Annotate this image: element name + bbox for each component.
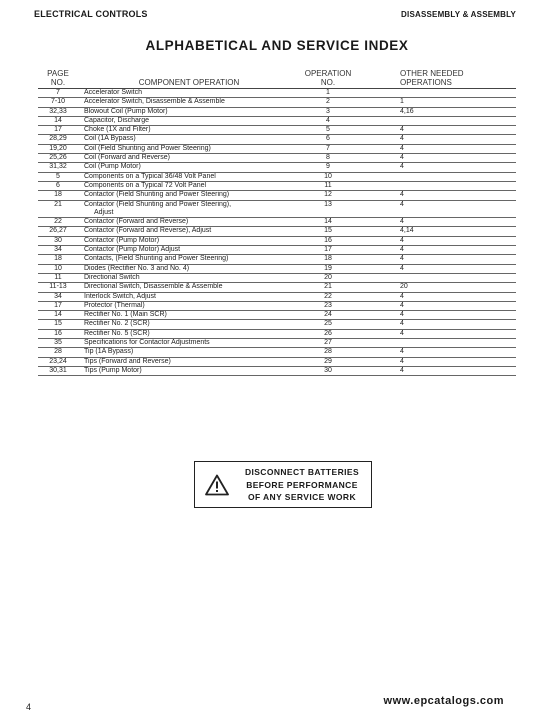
table-row — [38, 200, 516, 218]
cell-operation-no: 14 — [284, 218, 372, 227]
cell-component: Tips (Pump Motor) — [78, 366, 284, 375]
cell-page-no: 6 — [38, 181, 78, 190]
cell-other-operations: 1 — [372, 98, 516, 107]
cell-operation-no: 4 — [284, 116, 372, 125]
table-row — [38, 273, 516, 282]
header-chapter-title: DISASSEMBLY & ASSEMBLY — [401, 10, 516, 19]
cell-operation-no: 26 — [284, 329, 372, 338]
table-row — [38, 264, 516, 273]
cell-component — [78, 200, 284, 218]
cell-operation-no: 28 — [284, 348, 372, 357]
cell-page-no: 32,33 — [38, 107, 78, 116]
cell-page-no: 19,20 — [38, 144, 78, 153]
cell-component: Contactor (Field Shunting and Power Steering) — [78, 191, 284, 200]
page-title: ALPHABETICAL AND SERVICE INDEX — [145, 38, 409, 53]
cell-component: Diodes (Rectifier No. 3 and No. 4) — [78, 264, 284, 273]
cell-component: Rectifier No. 1 (Main SCR) — [78, 311, 284, 320]
cell-page-no: 14 — [38, 116, 78, 125]
table-row — [38, 89, 516, 98]
cell-other-operations: 4 — [372, 301, 516, 310]
cell-other-operations: 4 — [372, 255, 516, 264]
cell-component: Coil (Forward and Reverse) — [78, 154, 284, 163]
cell-operation-no: 5 — [284, 126, 372, 135]
warning-box — [194, 461, 372, 508]
cell-page-no: 7 — [38, 89, 78, 98]
cell-page-no: 31,32 — [38, 163, 78, 172]
cell-other-operations — [372, 181, 516, 190]
cell-page-no: 18 — [38, 255, 78, 264]
cell-operation-no: 1 — [284, 89, 372, 98]
cell-other-operations: 4 — [372, 348, 516, 357]
cell-operation-no: 25 — [284, 320, 372, 329]
cell-page-no: 23,24 — [38, 357, 78, 366]
cell-operation-no: 21 — [284, 283, 372, 292]
column-header-other: OTHER NEEDED OPERATIONS — [372, 69, 516, 89]
cell-component: Accelerator Switch, Disassemble & Assemble — [78, 98, 284, 107]
cell-operation-no: 24 — [284, 311, 372, 320]
cell-page-no: 25,26 — [38, 154, 78, 163]
table-row — [38, 357, 516, 366]
cell-component: Specifications for Contactor Adjustments — [78, 339, 284, 348]
cell-operation-no: 6 — [284, 135, 372, 144]
cell-other-operations: 4 — [372, 218, 516, 227]
cell-other-operations: 4 — [372, 126, 516, 135]
cell-component: Protector (Thermal) — [78, 301, 284, 310]
cell-page-no: 11-13 — [38, 283, 78, 292]
cell-component-line: Adjust — [94, 208, 114, 216]
table-row — [38, 348, 516, 357]
table-row — [38, 283, 516, 292]
cell-page-no: 35 — [38, 339, 78, 348]
cell-other-operations: 4 — [372, 264, 516, 273]
cell-operation-no: 29 — [284, 357, 372, 366]
cell-operation-no: 22 — [284, 292, 372, 301]
cell-other-operations: 4 — [372, 135, 516, 144]
cell-component: Tip (1A Bypass) — [78, 348, 284, 357]
warning-line: BEFORE PERFORMANCE — [246, 479, 358, 490]
cell-page-no: 28,29 — [38, 135, 78, 144]
table-row — [38, 246, 516, 255]
cell-page-no: 34 — [38, 292, 78, 301]
table-row — [38, 107, 516, 116]
page-number: 4 — [26, 702, 32, 712]
table-row — [38, 144, 516, 153]
table-row — [38, 320, 516, 329]
cell-page-no: 15 — [38, 320, 78, 329]
cell-component: Rectifier No. 2 (SCR) — [78, 320, 284, 329]
table-body — [38, 89, 516, 376]
cell-page-no: 17 — [38, 126, 78, 135]
cell-operation-no: 8 — [284, 154, 372, 163]
cell-operation-no: 15 — [284, 227, 372, 236]
cell-other-operations: 4 — [372, 144, 516, 153]
watermark-url: www.epcatalogs.com — [383, 695, 504, 707]
cell-page-no: 5 — [38, 172, 78, 181]
header-section-title: ELECTRICAL CONTROLS — [34, 9, 148, 19]
cell-operation-no: 18 — [284, 255, 372, 264]
table-header-row — [38, 69, 516, 89]
cell-page-no: 30,31 — [38, 366, 78, 375]
cell-other-operations: 4 — [372, 320, 516, 329]
cell-other-operations: 4 — [372, 366, 516, 375]
cell-page-no: 34 — [38, 246, 78, 255]
cell-operation-no: 17 — [284, 246, 372, 255]
table-row — [38, 227, 516, 236]
cell-page-no: 10 — [38, 264, 78, 273]
cell-other-operations: 4 — [372, 200, 516, 218]
cell-other-operations: 4 — [372, 292, 516, 301]
cell-page-no: 7-10 — [38, 98, 78, 107]
cell-other-operations: 4 — [372, 311, 516, 320]
column-header-page: PAGE NO. — [38, 69, 78, 89]
column-header-component: COMPONENT OPERATION — [78, 69, 284, 89]
table-row — [38, 301, 516, 310]
table-row — [38, 135, 516, 144]
cell-operation-no: 3 — [284, 107, 372, 116]
cell-operation-no: 9 — [284, 163, 372, 172]
cell-component: Directional Switch, Disassemble & Assemble — [78, 283, 284, 292]
cell-other-operations: 4,16 — [372, 107, 516, 116]
table-row — [38, 163, 516, 172]
cell-operation-no: 19 — [284, 264, 372, 273]
cell-component: Choke (1X and Filter) — [78, 126, 284, 135]
table-row — [38, 98, 516, 107]
cell-component-line: Contactor (Field Shunting and Power Steering), — [84, 200, 232, 208]
cell-operation-no: 2 — [284, 98, 372, 107]
cell-page-no: 26,27 — [38, 227, 78, 236]
warning-line: DISCONNECT BATTERIES — [244, 467, 360, 477]
cell-component: Components on a Typical 72 Volt Panel — [78, 181, 284, 190]
warning-triangle-icon — [205, 474, 229, 496]
table-row — [38, 126, 516, 135]
table-row — [38, 218, 516, 227]
warning-text — [235, 466, 369, 504]
cell-page-no: 21 — [38, 200, 78, 218]
cell-component: Accelerator Switch — [78, 89, 284, 98]
cell-component: Components on a Typical 36/48 Volt Panel — [78, 172, 284, 181]
cell-component: Blowout Coil (Pump Motor) — [78, 107, 284, 116]
table-row — [38, 339, 516, 348]
cell-component: Tips (Forward and Reverse) — [78, 357, 284, 366]
cell-operation-no: 13 — [284, 200, 372, 218]
cell-operation-no: 20 — [284, 273, 372, 282]
cell-component: Contacts, (Field Shunting and Power Steering) — [78, 255, 284, 264]
cell-other-operations: 4 — [372, 246, 516, 255]
cell-component: Coil (1A Bypass) — [78, 135, 284, 144]
table-row — [38, 236, 516, 245]
table-row — [38, 329, 516, 338]
table-row — [38, 154, 516, 163]
table-row — [38, 172, 516, 181]
cell-operation-no: 27 — [284, 339, 372, 348]
cell-page-no: 30 — [38, 236, 78, 245]
cell-other-operations: 4 — [372, 236, 516, 245]
cell-other-operations — [372, 172, 516, 181]
cell-other-operations: 4 — [372, 154, 516, 163]
table-row — [38, 191, 516, 200]
cell-page-no: 28 — [38, 348, 78, 357]
cell-operation-no: 12 — [284, 191, 372, 200]
cell-component: Coil (Field Shunting and Power Steering) — [78, 144, 284, 153]
cell-page-no: 22 — [38, 218, 78, 227]
cell-operation-no: 23 — [284, 301, 372, 310]
cell-component: Coil (Pump Motor) — [78, 163, 284, 172]
cell-other-operations: 4 — [372, 357, 516, 366]
cell-other-operations: 4 — [372, 191, 516, 200]
service-index-table — [38, 69, 516, 376]
cell-component: Contactor (Forward and Reverse), Adjust — [78, 227, 284, 236]
cell-other-operations: 4 — [372, 163, 516, 172]
cell-operation-no: 10 — [284, 172, 372, 181]
cell-component: Contactor (Forward and Reverse) — [78, 218, 284, 227]
table-row — [38, 311, 516, 320]
cell-other-operations: 4 — [372, 329, 516, 338]
cell-page-no: 11 — [38, 273, 78, 282]
cell-page-no: 16 — [38, 329, 78, 338]
table-row — [38, 116, 516, 125]
cell-page-no: 14 — [38, 311, 78, 320]
cell-other-operations — [372, 89, 516, 98]
table-row — [38, 181, 516, 190]
cell-other-operations — [372, 339, 516, 348]
cell-operation-no: 16 — [284, 236, 372, 245]
cell-page-no: 18 — [38, 191, 78, 200]
table-row — [38, 255, 516, 264]
cell-component: Capacitor, Discharge — [78, 116, 284, 125]
cell-operation-no: 11 — [284, 181, 372, 190]
cell-page-no: 17 — [38, 301, 78, 310]
cell-operation-no: 30 — [284, 366, 372, 375]
cell-operation-no: 7 — [284, 144, 372, 153]
table-row — [38, 292, 516, 301]
cell-component: Rectifier No. 5 (SCR) — [78, 329, 284, 338]
cell-component: Interlock Switch, Adjust — [78, 292, 284, 301]
cell-other-operations: 20 — [372, 283, 516, 292]
cell-other-operations: 4,14 — [372, 227, 516, 236]
cell-component: Directional Switch — [78, 273, 284, 282]
warning-line: OF ANY SERVICE WORK — [247, 492, 357, 502]
table-row — [38, 366, 516, 375]
column-header-operation: OPERATION NO. — [284, 69, 372, 89]
cell-component: Contactor (Pump Motor) — [78, 236, 284, 245]
cell-other-operations — [372, 273, 516, 282]
cell-component: Contactor (Pump Motor) Adjust — [78, 246, 284, 255]
cell-other-operations — [372, 116, 516, 125]
